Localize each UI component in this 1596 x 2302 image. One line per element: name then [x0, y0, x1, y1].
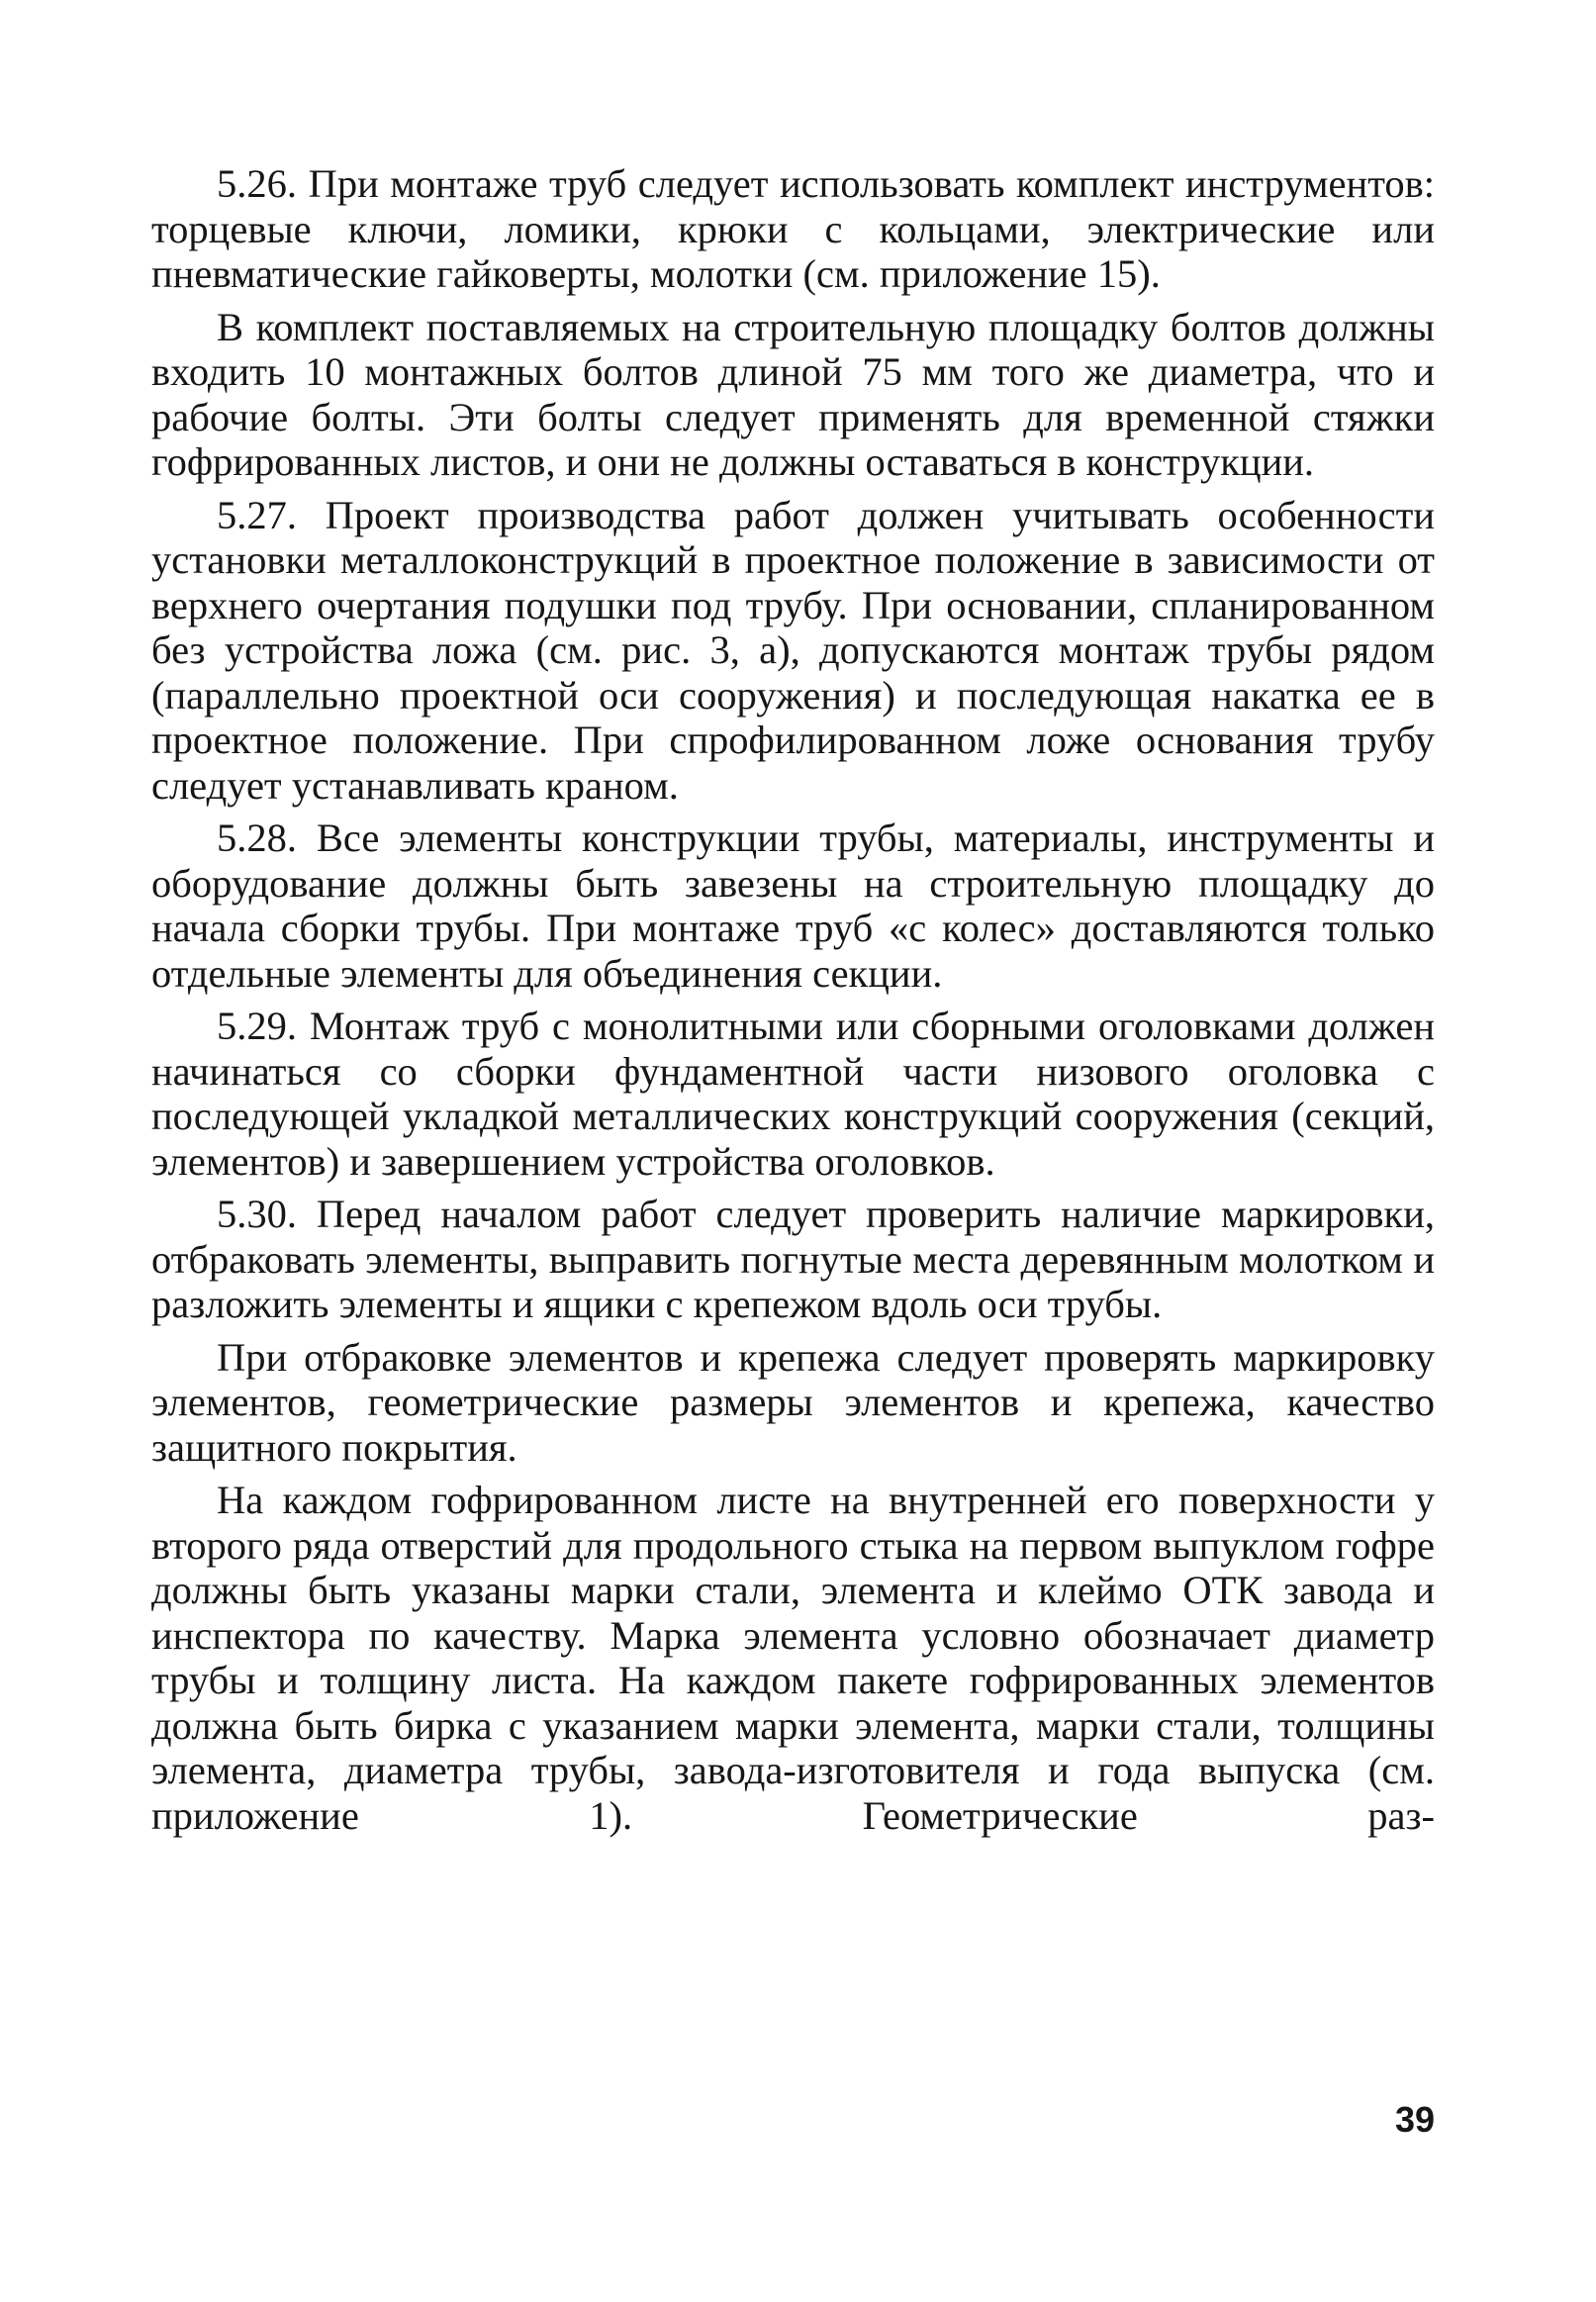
body-text [151, 161, 1435, 1838]
paragraph-rejection: При отбраковке элементов и крепежа следует проверять маркировку элементов, геометрические размеры элементов и крепежа, качество защитного покрытия. [151, 1334, 1435, 1470]
paragraph-marking: На каждом гофрированном листе на внутренней его поверхности у второго ряда отверстий для продольного стыка на первом выпуклом гофре должны быть указаны марки стали, элемента и клеймо ОТК завода и инспектора по качеству. Марка элемента условно обозначает диаметр трубы и толщину листа. На каждом пакете гофрированных элементов должна быть бирка с указанием марки элемента, марки стали, толщины элемента, диаметра трубы, завода-изготовителя и года выпуска (см. приложение 1). Геометрические раз- [151, 1478, 1435, 1838]
paragraph-5-30: 5.30. Перед началом работ следует проверить наличие маркировки, отбраковать элементы, выправить погнутые места деревянным молотком и разложить элементы и ящики с крепежом вдоль оси трубы. [151, 1192, 1435, 1326]
paragraph-5-27: 5.27. Проект производства работ должен учитывать особенности установки металлоконструкций в проектное положение в зависимости от верхнего очертания подушки под трубу. При основании, спланированном без устройства ложа (см. рис. 3, а), допускаются монтаж трубы рядом (параллельно проектной оси сооружения) и последующая накатка ее в проектное положение. При спрофилированном ложе основания трубу следует устанавливать краном. [151, 492, 1435, 808]
paragraph-5-28: 5.28. Все элементы конструкции трубы, материалы, инструменты и оборудование должны быть завезены на строительную площадку до начала сборки трубы. При монтаже труб «с колес» доставляются только отдельные элементы для объединения секции. [151, 815, 1435, 996]
paragraph-5-26: 5.26. При монтаже труб следует использовать комплект инструментов: торцевые ключи, ломики, крюки с кольцами, электрические или пневматические гайковерты, молотки (см. приложение 15). [151, 161, 1435, 296]
paragraph-bolts: В комплект поставляемых на строительную площадку болтов должны входить 10 монтажных болтов длиной 75 мм того же диаметра, что и рабочие болты. Эти болты следует применять для временной стяжки гофрированных листов, и они не должны оставаться в конструкции. [151, 304, 1435, 484]
paragraph-5-29: 5.29. Монтаж труб с монолитными или сборными оголовками должен начинаться со сборки фундаментной части низового оголовка с последующей укладкой металлических конструкций сооружения (секций, элементов) и завершением устройства оголовков. [151, 1004, 1435, 1184]
page-number: 39 [1394, 2099, 1435, 2140]
